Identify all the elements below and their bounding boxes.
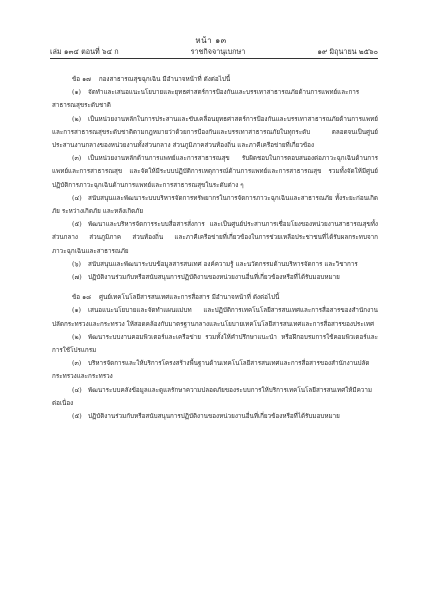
item-number: (๕) [72,413,82,421]
item-number: (๒) [72,333,82,341]
section-title: กองสาธารณสุขฉุกเฉิน มีอำนาจหน้าที่ ดังต่อไปนี้ [98,76,231,83]
list-item [52,331,378,357]
item-text: บริหารจัดการและให้บริการโครงสร้างพื้นฐานด้านเทคโนโลยีสารสนเทศและการสื่อสารของสำนักงานปลัดกระทรวงและกระทรวง [52,360,370,381]
item-text: พัฒนาระบบงานคอมพิวเตอร์และเครือข่าย รวมทั้งให้คำปรึกษาแนะนำ หรือฝึกอบรมการใช้คอมพิวเตอร์และการใช้โปรแกรม [52,333,378,355]
item-number: (๑) [72,89,81,97]
list-item [52,113,378,153]
section-gap [52,284,378,288]
item-text: เสนอแนะนโยบายและจัดทำแผนแม่บท และปฏิบัติการเทคโนโลยีสารสนเทศและการสื่อสารของสำนักงานปลัดกระทรวงและกระทรวง ให้สอดคล้องกับมาตรฐานกลางและนโยบายเทคโนโลยีสารสนเทศและการสื่อสารของประเทศ [52,307,378,328]
item-number: (๓) [72,155,82,163]
item-number: (๕) [72,221,82,229]
item-number: (๖) [72,260,81,268]
item-text: จัดทำและเสนอแนะนโยบายและยุทธศาสตร์การป้องกันและบรรเทาสาธารณภัยด้านการแพทย์และการสาธารณสุขระดับชาติ [52,89,360,110]
item-text: สนับสนุนและพัฒนาระบบข้อมูลสารสนเทศ องค์ความรู้ และนวัตกรรมด้านบริหารจัดการ และวิชาการ [88,260,358,268]
list-item [52,410,378,423]
list-item [52,384,378,410]
publication-date: ๑๙ มิถุนายน ๒๕๖๐ [317,47,378,56]
item-number: (๔) [72,194,82,202]
page-number: หน้า ๑๓ [195,36,227,45]
list-item [52,218,378,258]
section-title: ศูนย์เทคโนโลยีสารสนเทศและการสื่อสาร มีอำนาจหน้าที่ ดังต่อไปนี้ [98,294,280,302]
item-text: พัฒนาระบบคลังข้อมูลและดูแลรักษาความปลอดภัยของระบบการให้บริการเทคโนโลยีสารสนเทศให้มีความต่อเนื่อง [52,386,373,407]
list-item [52,192,378,218]
volume-issue: เล่ม ๑๓๔ ตอนที่ ๖๔ ก [50,47,119,56]
section-number: ข้อ ๑๘ [72,294,91,302]
item-number: (๓) [72,360,82,368]
item-text: ปฏิบัติงานร่วมกับหรือสนับสนุนการปฏิบัติงานของหน่วยงานอื่นที่เกี่ยวข้องหรือที่ได้รับมอบหมาย [88,413,340,421]
gazette-header [50,47,378,58]
item-number: (๔) [72,386,82,394]
section-heading [52,291,378,304]
item-text: ปฏิบัติงานร่วมกับหรือสนับสนุนการปฏิบัติงานของหน่วยงานอื่นที่เกี่ยวข้องหรือที่ได้รับมอบหมาย [88,274,340,282]
section-number: ข้อ ๑๗ [72,76,91,83]
list-item [52,271,378,284]
item-number: (๑) [72,307,81,315]
item-text: เป็นหน่วยงานหลักในการประสานและขับเคลื่อนยุทธศาสตร์การป้องกันและบรรเทาสาธารณภัยด้านการแพทย์และการสาธารณสุขระดับชาติตามกฎหมายว่าด้วยการป้องกันและบรรเทาสาธารณภัยในทุกระดับ ตลอดจนเป็นศูนย์ประสานงานกลางของหน่วยงานทั้งส่วนกลาง ส่วนภูมิภาคส่วนท้องถิ่น และภาคีเครือข่ายที่เกี่ยวข้อง [52,115,379,150]
item-number: (๒) [72,115,82,123]
list-item [52,86,378,112]
list-item [52,152,378,192]
item-number: (๗) [72,274,82,282]
item-text: สนับสนุนและพัฒนาระบบบริหารจัดการทรัพยากรในการจัดการภาวะฉุกเฉินและสาธารณภัย ทั้งระยะก่อนเกิดภัย ระหว่างเกิดภัย และหลังเกิดภัย [52,194,378,216]
list-item [52,304,378,330]
item-text: พัฒนาและบริหารจัดการระบบสื่อสารสั่งการ และเป็นศูนย์ประสานการเชื่อมโยงของหน่วยงานสาธารณสุขทั้งส่วนกลาง ส่วนภูมิภาค ส่วนท้องถิ่น และภาคีเครือข่ายที่เกี่ยวข้องในการช่วยเหลือประชาชนที่ได้รับผลกระทบจากภาวะฉุกเฉินและสาธารณภัย [52,221,378,255]
item-text: เป็นหน่วยงานหลักด้านการแพทย์และการสาธารณสุข รับผิดชอบในการตอบสนองต่อภาวะฉุกเฉินด้านการแพทย์และการสาธารณสุข และจัดให้มีระบบปฏิบัติการเหตุการณ์ด้านการแพทย์และการสาธารณสุข รวมทั้งจัดให้มีศูนย์ปฏิบัติการภาวะฉุกเฉินด้านการแพทย์และการสาธารณสุขในระดับต่าง ๆ [52,155,378,189]
list-item [52,357,378,383]
section-heading [52,73,378,86]
header-rule [50,58,378,59]
list-item [52,258,378,271]
gazette-name: ราชกิจจานุเบกษา [190,47,246,56]
document-body [52,70,378,423]
